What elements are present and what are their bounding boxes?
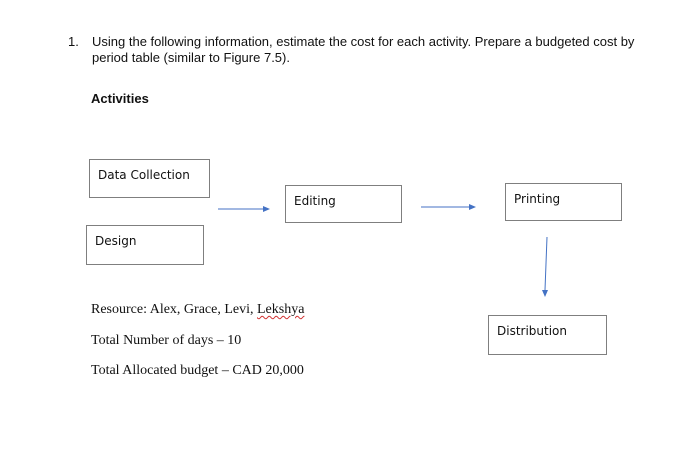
activities-heading: Activities: [91, 91, 149, 106]
total-days-line: Total Number of days – 10: [91, 333, 242, 348]
question-text: Using the following information, estimate the cost for each activity. Prepare a budgeted cost by period table (similar to Figure 7.5).: [92, 34, 635, 65]
activity-label: Editing: [294, 194, 336, 208]
activity-label: Design: [95, 234, 137, 248]
arrow-to-editing-head: [263, 206, 270, 212]
question-number: 1.: [68, 34, 79, 49]
resource-line: [91, 302, 304, 318]
activity-label: Distribution: [497, 324, 568, 338]
total-budget-line: Total Allocated budget – CAD 20,000: [91, 363, 304, 378]
resource-last-name: Lekshya: [257, 302, 305, 317]
arrow-to-distribution: [545, 237, 547, 290]
arrow-to-printing-head: [469, 204, 476, 210]
arrow-to-distribution-head: [542, 290, 548, 297]
activity-label: Data Collection: [98, 168, 190, 182]
resource-prefix: Resource: Alex, Grace, Levi,: [91, 302, 257, 317]
activity-label: Printing: [514, 192, 561, 206]
